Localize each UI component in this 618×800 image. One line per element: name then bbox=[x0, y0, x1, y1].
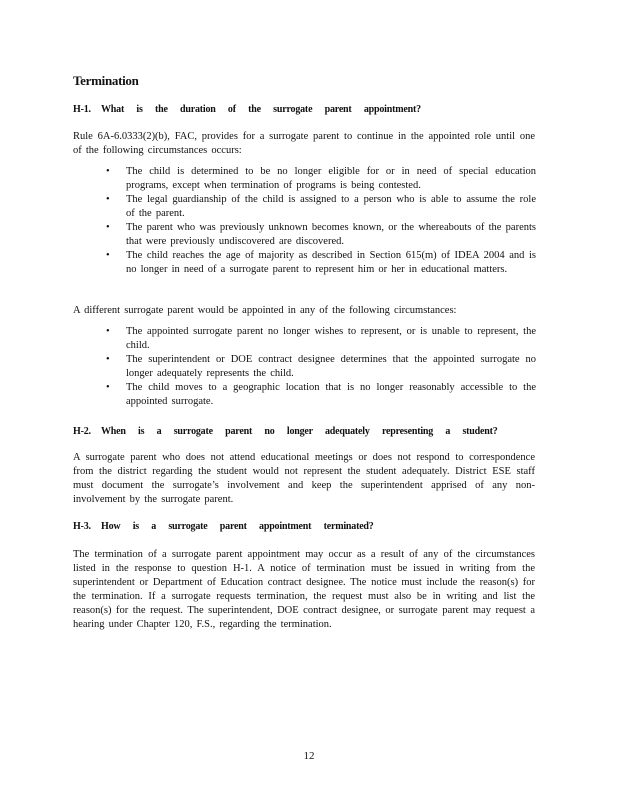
h1-termination-list bbox=[106, 165, 536, 277]
page-number: 12 bbox=[303, 750, 315, 762]
question-h3 bbox=[73, 521, 374, 532]
h1-reappointment-list bbox=[106, 325, 536, 409]
h2-answer-paragraph: A surrogate parent who does not attend educational meetings or does not respond to correspondence from the district regarding the student would not represent the student adequately. District ESE staff must document the surrogate’s involvement and keep the superintendent apprised of any non-involvement by the surrogate parent. bbox=[73, 452, 535, 505]
list-item: • The child is determined to be no longer eligible for or in need of special education programs, except when termination of programs is being contested. bbox=[106, 165, 536, 193]
list-item: • The child moves to a geographic location that is no longer reasonably accessible to the appointed surrogate. bbox=[106, 381, 536, 409]
list-item: • The appointed surrogate parent no longer wishes to represent, or is unable to represent, the child. bbox=[106, 325, 536, 353]
question-text: What is the duration of the surrogate parent appointment? bbox=[101, 104, 421, 115]
list-item: • The legal guardianship of the child is assigned to a person who is able to assume the role of the parent. bbox=[106, 193, 536, 221]
h1-second-paragraph: A different surrogate parent would be appointed in any of the following circumstances: bbox=[73, 305, 457, 316]
list-item: • The child reaches the age of majority as described in Section 615(m) of IDEA 2004 and is no longer in need of a surrogate parent to represent him or her in educational matters. bbox=[106, 249, 536, 277]
question-number: H-3. bbox=[73, 521, 91, 532]
h1-intro-paragraph: Rule 6A-6.0333(2)(b), FAC, provides for a surrogate parent to continue in the appointed role until one of the following circumstances occurs: bbox=[73, 131, 535, 156]
section-title: Termination bbox=[73, 73, 139, 88]
question-text: How is a surrogate parent appointment terminated? bbox=[101, 521, 374, 532]
question-h2 bbox=[73, 426, 498, 437]
question-number: H-1. bbox=[73, 104, 91, 115]
h3-answer-paragraph: The termination of a surrogate parent appointment may occur as a result of any of the circumstances listed in the response to question H-1. A notice of termination must be issued in writing from the superintendent or Department of Education contract designee. The notice must include the reason(s) for the termination. If a surrogate requests termination, the request must also be in writing and list the reason(s) for the request. The superintendent, DOE contract designee, or surrogate parent may request a hearing under Chapter 120, F.S., regarding the termination. bbox=[73, 549, 535, 630]
question-number: H-2. bbox=[73, 426, 91, 437]
list-item: • The superintendent or DOE contract designee determines that the appointed surrogate no longer adequately represents the child. bbox=[106, 353, 536, 381]
question-text: When is a surrogate parent no longer adequately representing a student? bbox=[101, 426, 498, 437]
list-item: • The parent who was previously unknown becomes known, or the whereabouts of the parents that were previously undiscovered are discovered. bbox=[106, 221, 536, 249]
question-h1 bbox=[73, 104, 421, 115]
